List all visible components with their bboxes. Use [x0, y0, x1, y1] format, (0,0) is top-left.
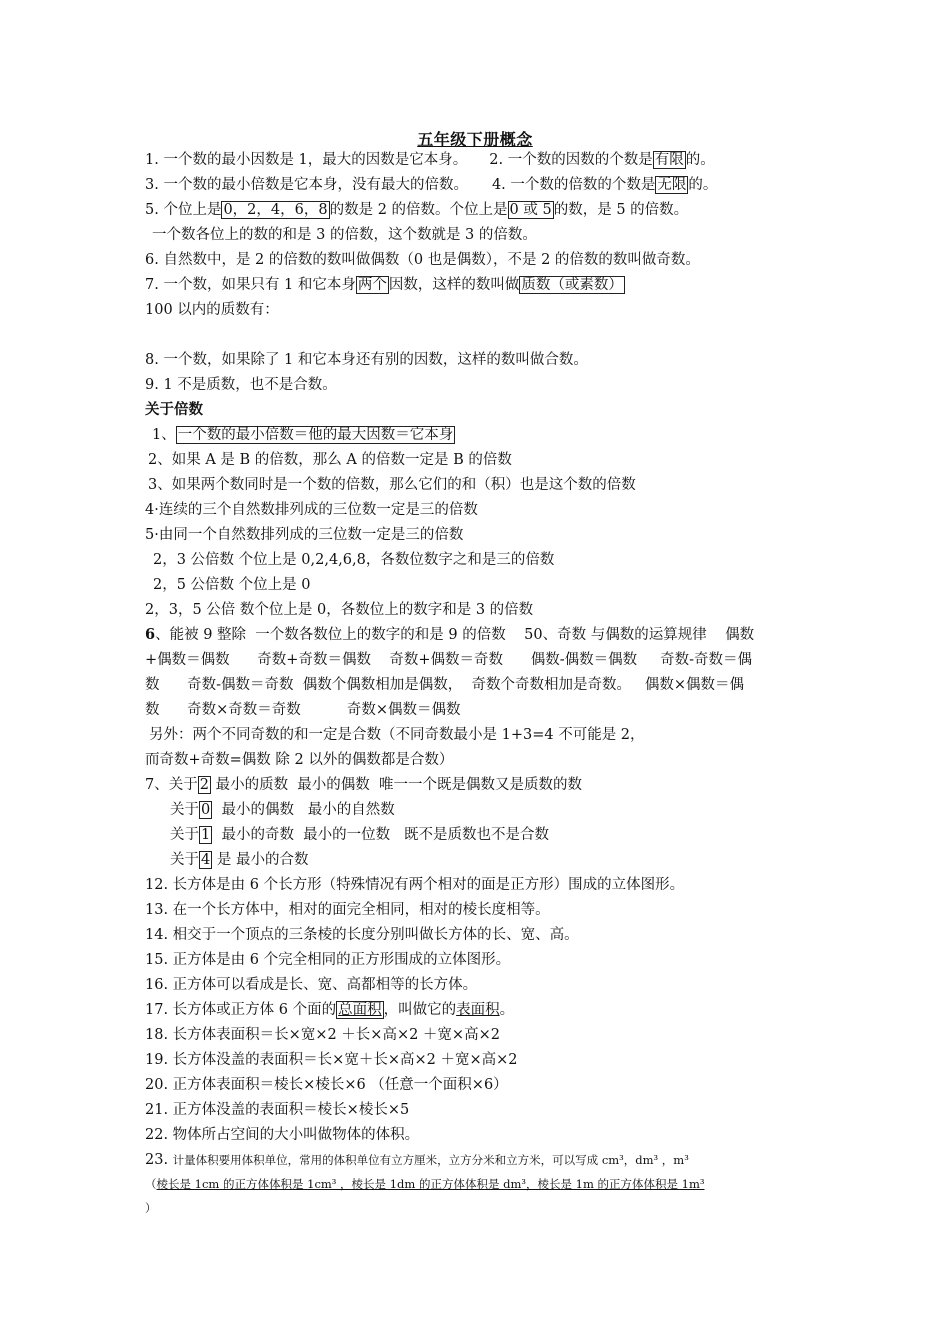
boxed-term: 无限 [657, 177, 687, 193]
text: 7. 一个数，如果只有 1 和它本身 [145, 277, 356, 293]
concept-line-20: 20. 正方体表面积＝棱长×棱长×6 （任意一个面积×6） [145, 1077, 508, 1093]
multiple-rule-5: 5·由同一个自然数排列成的三位数一定是三的倍数 [145, 527, 464, 543]
boxed-term: 总面积 [338, 1002, 382, 1018]
text: 6 [145, 626, 156, 643]
text: 计量体积要用体积单位，常用的体积单位有立方厘米，立方分米和立方米，可以写成 cm³，dm³ ，m³ [172, 1153, 689, 1167]
text: （ [145, 1177, 157, 1191]
text: 关于 [170, 802, 199, 818]
concept-line-16: 16. 正方体可以看成是长、宽、高都相等的长方体。 [145, 977, 478, 993]
common-multiple-2-3: 2，3 公倍数 个位上是 0,2,4,6,8，各数位数字之和是三的倍数 [153, 552, 555, 568]
text: 3. 一个数的最小倍数是它本身，没有最大的倍数。 [145, 177, 468, 193]
text: 23. [145, 1152, 169, 1168]
boxed-term: 1 [201, 827, 211, 843]
text: 7、关于 [145, 777, 198, 793]
text: 的。 [685, 152, 715, 168]
multiple-rule-2: 2、如果 A 是 B 的倍数，那么 A 的倍数一定是 B 的倍数 [148, 452, 512, 468]
about-1 [170, 825, 850, 845]
section-heading: 关于倍数 [145, 401, 203, 418]
parity-note-1: 另外：两个不同奇数的和一定是合数（不同奇数最小是 1+3=4 不可能是 2， [149, 727, 645, 743]
concept-line-22: 22. 物体所占空间的大小叫做物体的体积。 [145, 1127, 420, 1143]
text: 因数，这样的数叫做 [388, 277, 520, 293]
about-4 [170, 850, 850, 870]
concept-line-15: 15. 正方体是由 6 个完全相同的正方形围成的立体图形。 [145, 952, 511, 968]
text: 关于 [170, 827, 199, 843]
concept-line-1 [145, 150, 825, 170]
parity-rule-line-4: 数 奇数×奇数＝奇数 奇数×偶数＝偶数 [145, 702, 461, 718]
common-multiple-2-3-5: 2，3，5 公倍 数个位上是 0，各数位上的数字和是 3 的倍数 [145, 602, 534, 618]
boxed-term: 0 或 5 [509, 202, 552, 218]
text: 是 最小的合数 [216, 852, 309, 868]
text: 关于 [170, 852, 199, 868]
concept-line-17 [145, 1000, 825, 1020]
concept-line-6 [145, 275, 825, 295]
text: 17. 长方体或正方体 6 个面的 [145, 1002, 337, 1018]
parity-rule-line-1 [145, 625, 825, 645]
concept-line-7: 100 以内的质数有： [145, 302, 279, 318]
concept-line-18: 18. 长方体表面积＝长×宽×2 ＋长×高×2 ＋宽×高×2 [145, 1027, 500, 1043]
boxed-term: 两个 [357, 277, 387, 293]
boxed-term: 0 [201, 802, 211, 818]
multiple-rule-3: 3、如果两个数同时是一个数的倍数，那么它们的和（积）也是这个数的倍数 [148, 477, 636, 493]
text: 2. 一个数的因数的个数是 [489, 152, 653, 168]
text: 的。 [688, 177, 718, 193]
parity-rule-line-2: +偶数＝偶数 奇数+奇数＝偶数 奇数+偶数＝奇数 偶数-偶数＝偶数 奇数-奇数＝偶 [145, 652, 753, 668]
multiple-rule-4: 4·连续的三个自然数排列成的三位数一定是三的倍数 [145, 502, 478, 518]
about-0 [170, 800, 850, 820]
text: 、能被 9 整除 一个数各数位上的数字的和是 9 的倍数 50、奇数 与偶数的运算规律 偶数 [155, 627, 755, 643]
text: 最小的质数 最小的偶数 唯一一个既是偶数又是质数的数 [215, 777, 583, 793]
boxed-term: 有限 [654, 152, 684, 168]
boxed-term: 2 [199, 777, 209, 793]
parity-rule-line-3: 数 奇数-偶数＝奇数 偶数个偶数相加是偶数， 奇数个奇数相加是奇数。 偶数×偶数＝偶 [145, 677, 744, 693]
page-title: 五年级下册概念 [417, 130, 533, 149]
text: 最小的偶数 最小的自然数 [212, 802, 395, 818]
text: 1、 [152, 427, 176, 443]
text: 4. 一个数的倍数的个数是 [491, 177, 656, 193]
concept-line-23 [145, 1150, 825, 1170]
concept-line-12: 12. 长方体是由 6 个长方形（特殊情况有两个相对的面是正方形）围成的立体图形。 [145, 877, 685, 893]
parity-note-2: 而奇数+奇数=偶数 除 2 以外的偶数都是合数） [145, 752, 454, 768]
text: 的数是 2 的倍数。个位上是 [329, 202, 508, 218]
concept-line-19: 19. 长方体没盖的表面积＝长×宽＋长×高×2 ＋宽×高×2 [145, 1052, 518, 1068]
text: 的数，是 5 的倍数。 [553, 202, 689, 218]
concept-line-21: 21. 正方体没盖的表面积＝棱长×棱长×5 [145, 1102, 410, 1118]
text: ，叫做它的 [383, 1002, 457, 1018]
concept-line-9: 9. 1 不是质数，也不是合数。 [145, 377, 337, 393]
boxed-term: 一个数的最小倍数＝他的最大因数＝它本身 [177, 427, 454, 443]
concept-line-4: 一个数各位上的数的和是 3 的倍数，这个数就是 3 的倍数。 [152, 227, 537, 243]
underlined-term: 表面积 [456, 1002, 500, 1018]
concept-line-2 [145, 175, 825, 195]
about-2 [145, 775, 825, 795]
underlined-term: 棱长是 1cm 的正方体体积是 1cm³ ，棱长是 1dm 的正方体体积是 dm³，棱长是 1m 的正方体体积是 1m³ [156, 1177, 705, 1191]
common-multiple-2-5: 2，5 公倍数 个位上是 0 [153, 577, 311, 593]
boxed-term: 质数（或素数） [521, 277, 623, 293]
volume-unit-note-close: ） [145, 1201, 157, 1215]
concept-line-5: 6. 自然数中，是 2 的倍数的数叫做偶数（0 也是偶数），不是 2 的倍数的数叫做奇数。 [145, 252, 700, 268]
text: 1. 一个数的最小因数是 1，最大的因数是它本身。 [145, 152, 468, 168]
concept-line-8: 8. 一个数，如果除了 1 和它本身还有别的因数，这样的数叫做合数。 [145, 352, 588, 368]
concept-line-14: 14. 相交于一个顶点的三条棱的长度分别叫做长方体的长、宽、高。 [145, 927, 579, 943]
text: 最小的奇数 最小的一位数 既不是质数也不是合数 [212, 827, 549, 843]
text: 。 [499, 1002, 515, 1018]
boxed-term: 4 [201, 852, 211, 868]
multiple-rule-1 [152, 425, 832, 445]
text: 5. 个位上是 [145, 202, 222, 218]
boxed-term: 0，2，4，6，8 [223, 202, 328, 218]
concept-line-13: 13. 在一个长方体中，相对的面完全相同，相对的棱长度相等。 [145, 902, 550, 918]
concept-line-3 [145, 200, 825, 220]
volume-unit-note [145, 1174, 825, 1194]
